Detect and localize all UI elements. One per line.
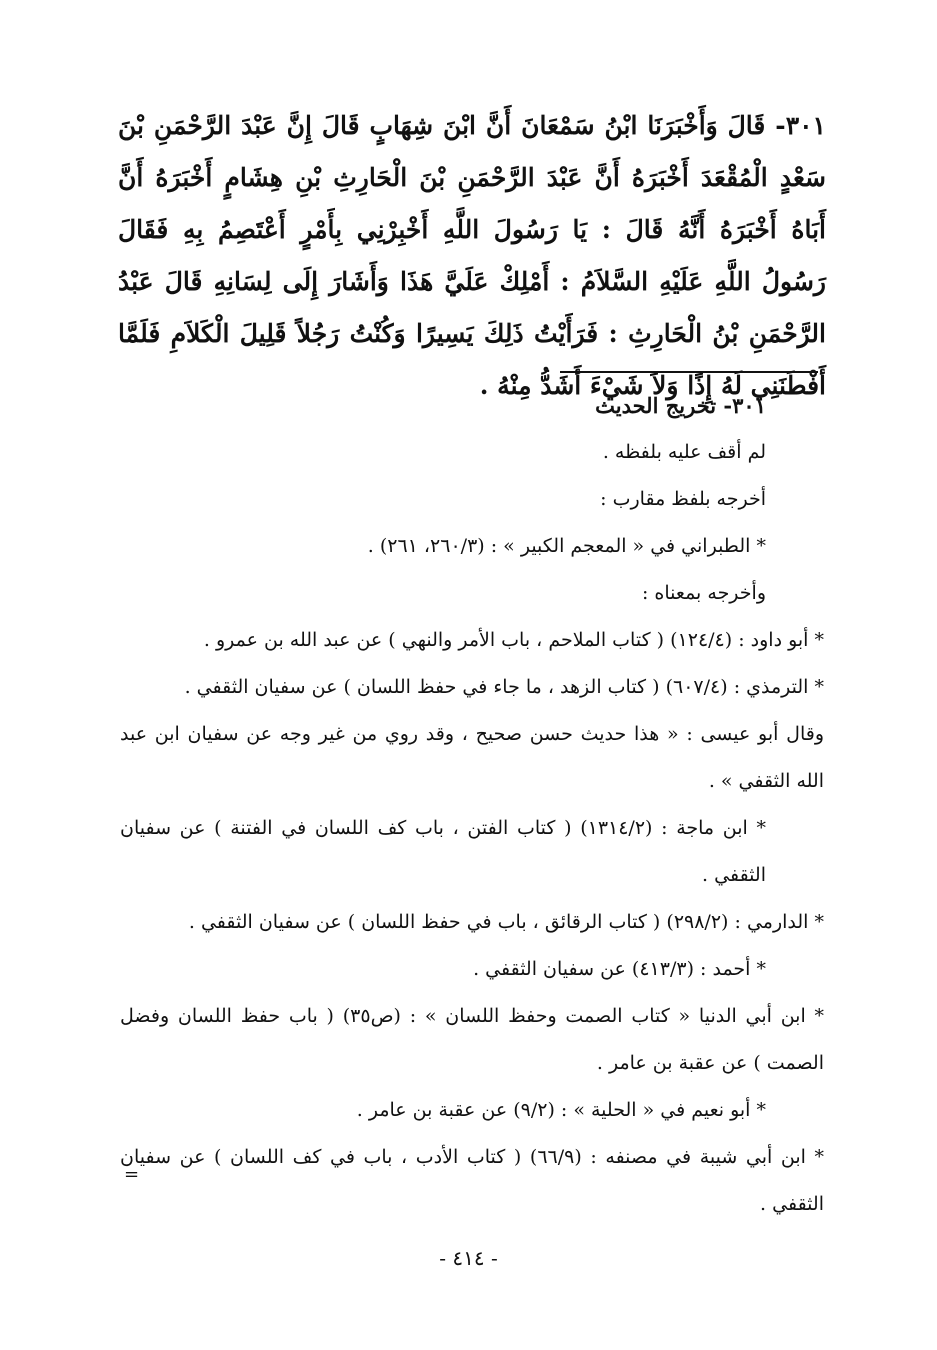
takhrij-section (120, 382, 824, 1228)
meaning-intro: وأخرجه بمعناه : (641, 582, 766, 604)
source-ibn-majah: * ابن ماجة : (١٣١٤/٢) ( كتاب الفتن ، باب كف اللسان في الفتنة ) عن سفيان الثقفي . (120, 817, 766, 886)
footnote-divider (560, 371, 818, 373)
hadith-number: ٣٠١- (775, 111, 826, 140)
abu-isa-comment: وقال أبو عيسى : « هذا حديث حسن صحيح ، وقد روي من غير وجه عن سفيان ابن عبد الله الثقفي » . (120, 723, 824, 792)
source-ibn-abi-shayba: * ابن أبي شيبة في مصنفه : (٦٦/٩) ( كتاب الأدب ، باب في كف اللسان ) عن سفيان الثقفي . (120, 1146, 824, 1215)
page-number: - ٤١٤ - (439, 1246, 498, 1270)
hadith-body: قَالَ وَأَخْبَرَنَا ابْنُ سَمْعَانَ أَنَّ ابْنَ شِهَابٍ قَالَ إِنَّ عَبْدَ الرَّحْمَنِ بْنَ سَعْدٍ الْمُقْعَدَ أَخْبَرَهُ أَنَّ عَبْدَ الرَّحْمَنِ بْنَ الْحَارِثِ بْنِ هِشَامٍ أَخْبَرَهُ أَنَّ أَبَاهُ أَخْبَرَهُ أَنَّهُ قَالَ : يَا رَسُولَ اللَّهِ أَخْبِرْنِي بِأَمْرٍ أَعْتَصِمُ بِهِ فَقَالَ رَسُولُ اللَّهِ عَلَيْهِ السَّلاَمُ : أَمْلِكْ عَلَيَّ هَذَا وَأَشَارَ إِلَى لِسَانِهِ قَالَ عَبْدُ الرَّحْمَنِ بْنُ الْحَارِثِ : فَرَأَيْتُ ذَلِكَ يَسِيرًا وَكُنْتُ رَجُلاً قَلِيلَ الْكَلاَمِ فَلَمَّا أَفْطَنَنِي لَهُ إِذًا وَلاَ شَيْءَ أَشَدُّ مِنْهُ . (118, 111, 826, 400)
continuation-mark: = (124, 1164, 140, 1185)
source-abu-dawud: * أبو داود : (١٢٤/٤) ( كتاب الملاحم ، باب الأمر والنهي ) عن عبد الله بن عمرو . (203, 629, 824, 651)
source-darimi: * الدارمي : (٢٩٨/٢) ( كتاب الرقائق ، باب في حفظ اللسان ) عن سفيان الثقفي . (188, 911, 824, 933)
source-abu-nuaym: * أبو نعيم في « الحلية » : (٩/٢) عن عقبة بن عامر . (356, 1099, 766, 1121)
source-ahmad: * أحمد : (٤١٣/٣) عن سفيان الثقفي . (473, 958, 766, 980)
source-ibn-abi-dunya: * ابن أبي الدنيا « كتاب الصمت وحفظ اللسان » : (ص٣٥) ( باب حفظ اللسان وفضل الصمت ) عن عقبة بن عامر . (120, 1005, 824, 1074)
source-tirmidhi: * الترمذي : (٦٠٧/٤) ( كتاب الزهد ، ما جاء في حفظ اللسان ) عن سفيان الثقفي . (184, 676, 824, 698)
similar-wording-intro: أخرجه بلفظ مقارب : (600, 488, 766, 510)
takhrij-heading: ٣٠١- تخريج الحديث (595, 393, 766, 418)
source-tabarani: * الطبراني في « المعجم الكبير » : (٢٦٠/٣، ٢٦١) . (367, 535, 766, 557)
hadith-text (118, 100, 826, 412)
not-found-note: لم أقف عليه بلفظه . (602, 441, 766, 463)
